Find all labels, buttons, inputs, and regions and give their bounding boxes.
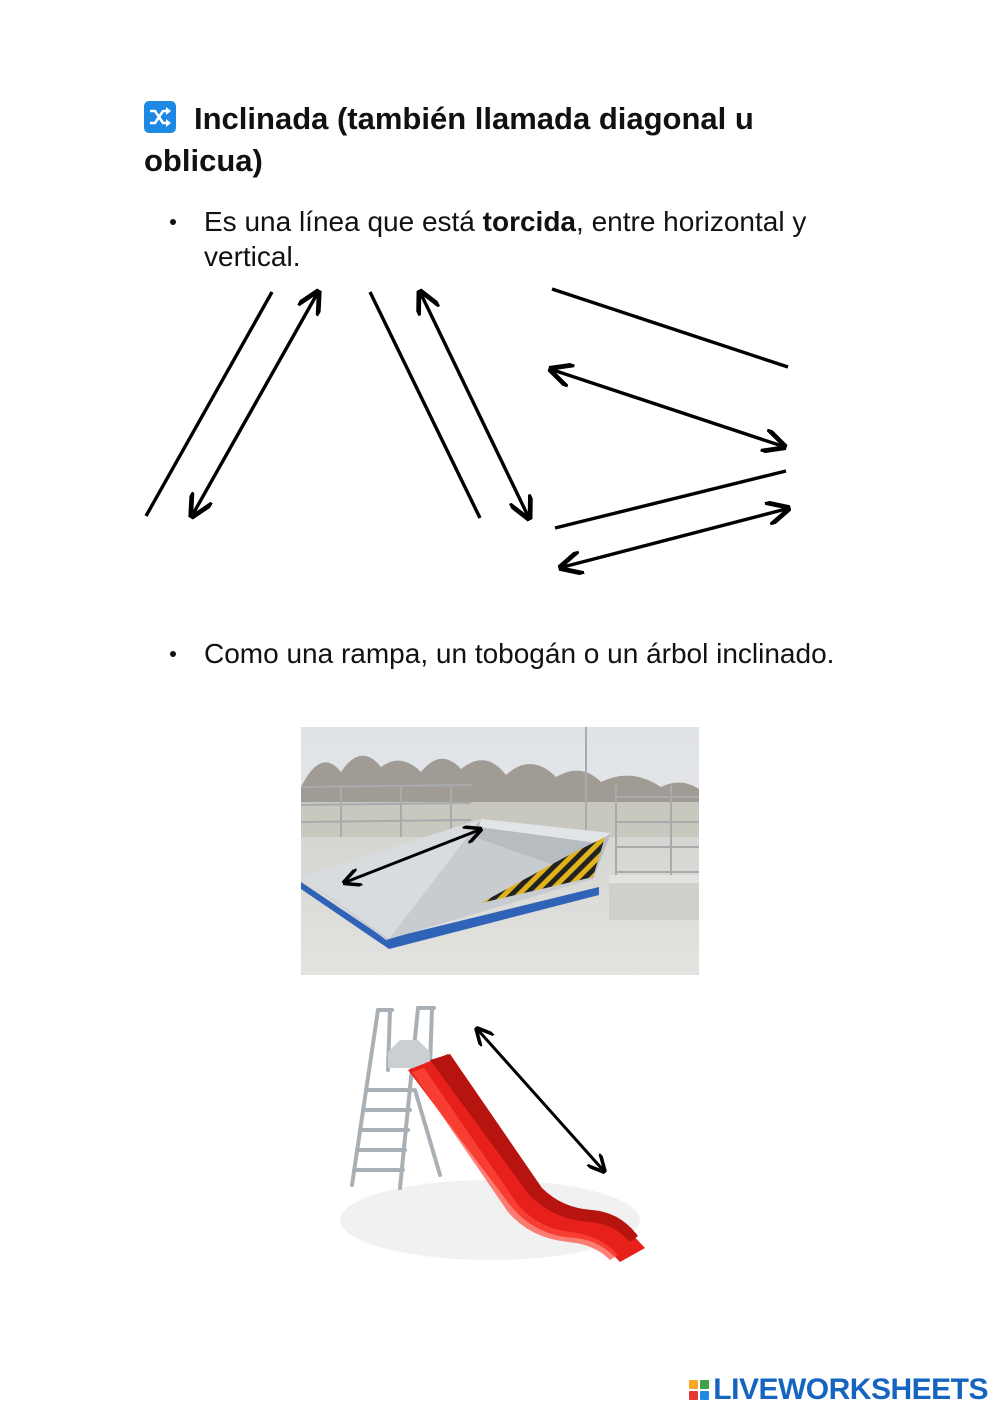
slide-illustration xyxy=(330,1000,670,1290)
oblique-segment xyxy=(370,292,480,518)
definition-text-end: , entre horizontal y vertical. xyxy=(204,206,807,272)
shuffle-icon xyxy=(144,101,176,133)
brand-name: LIVEWORKSHEETS xyxy=(713,1373,988,1406)
bullet-dot xyxy=(170,219,176,225)
brand-logo-icon xyxy=(689,1380,709,1400)
examples-text: Como una rampa, un tobogán o un árbol inclinado. xyxy=(204,638,835,669)
oblique-double-arrow xyxy=(421,294,528,516)
section-heading xyxy=(144,98,864,182)
bullet-dot xyxy=(170,651,176,657)
oblique-double-arrow xyxy=(553,370,782,446)
liveworksheets-logo xyxy=(689,1373,988,1407)
oblique-double-arrow xyxy=(193,294,317,514)
definition-text-start: Es una línea que está xyxy=(204,206,483,237)
section-title: Inclinada (también llamada diagonal u oblicua) xyxy=(144,101,754,178)
definition-bold-word: torcida xyxy=(482,206,577,237)
ramp-photo xyxy=(301,727,699,975)
definition-bullet xyxy=(170,204,870,274)
oblique-lines-diagram xyxy=(130,280,810,580)
examples-bullet xyxy=(170,636,870,671)
oblique-segment xyxy=(552,289,788,367)
